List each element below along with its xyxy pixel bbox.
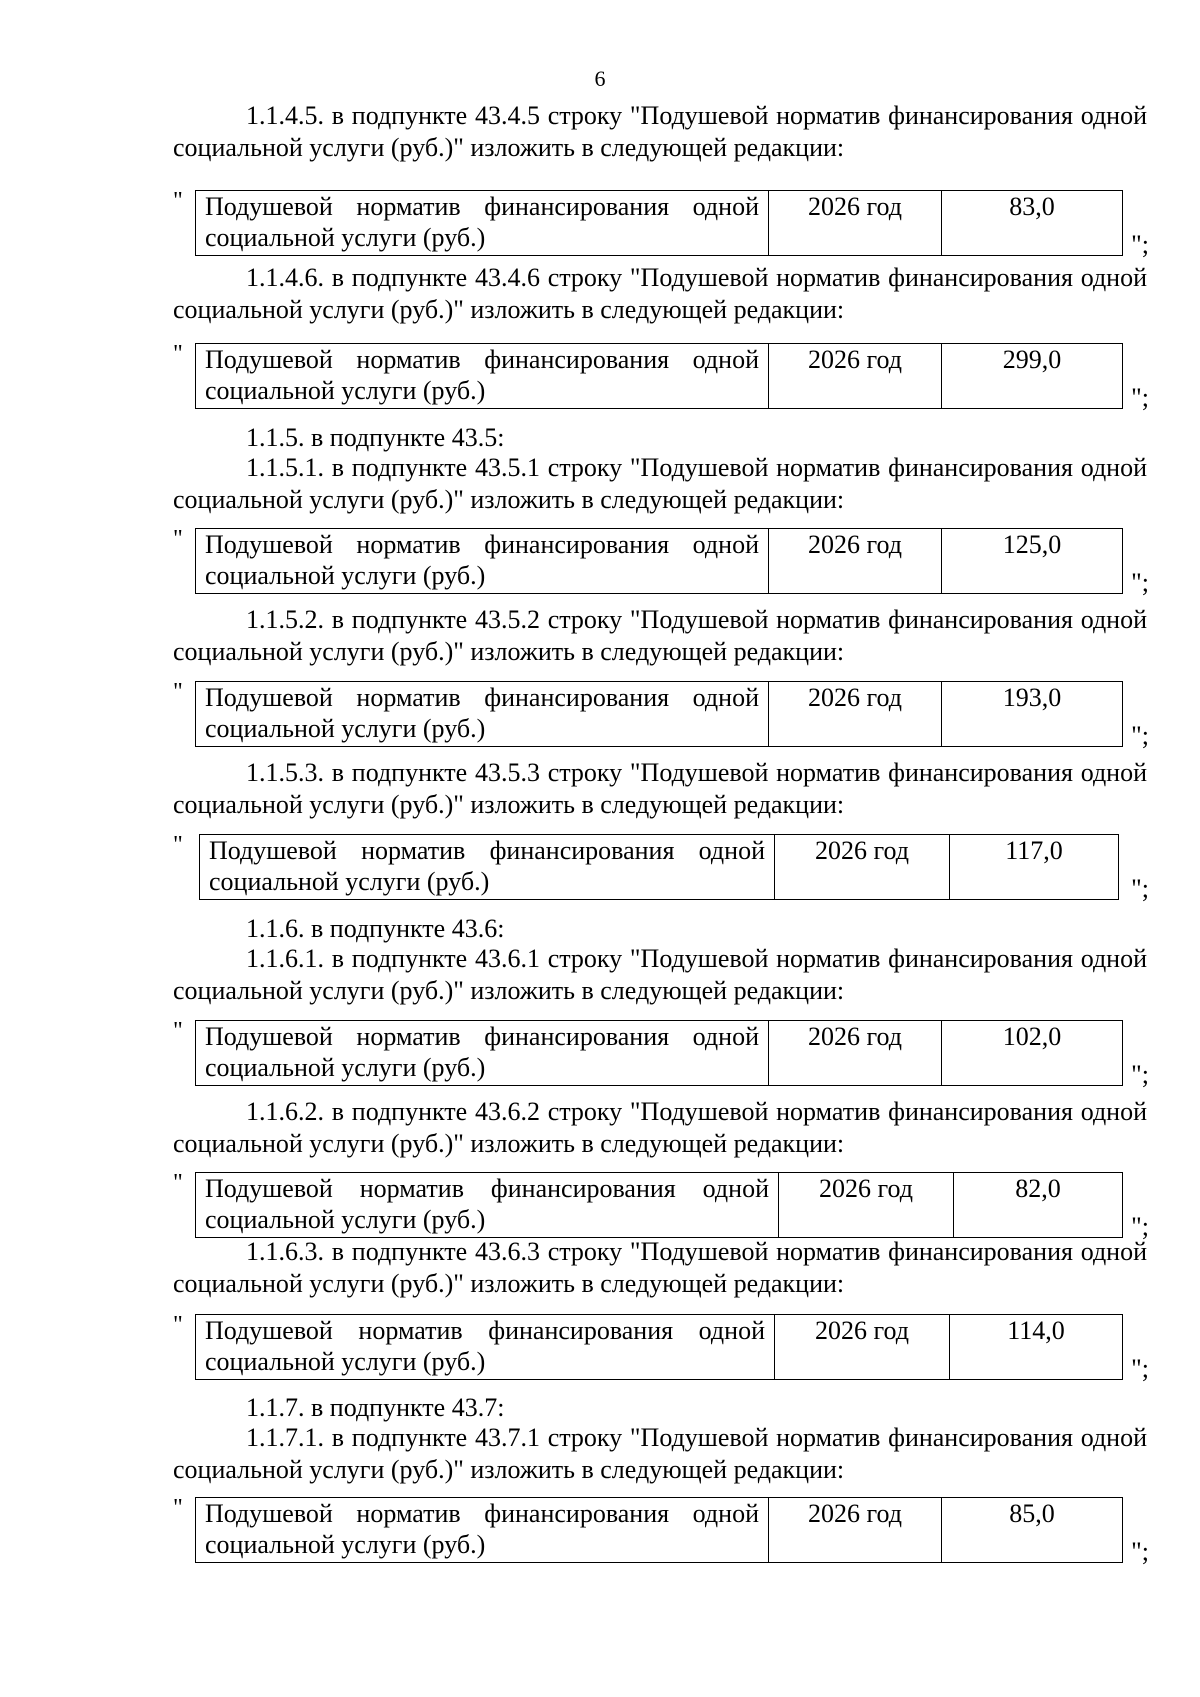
year-cell: 2026 год [769,344,942,409]
replacement-table [195,528,1123,594]
value-cell: 102,0 [942,1021,1123,1086]
replacement-table [195,1172,1123,1238]
paragraph: 1.1.6.1. в подпункте 43.6.1 строку "Подушевой норматив финансирования одной социальной услуги (руб.)" изложить в следующей редакции: [173,944,1147,1005]
opening-quote: " [173,341,183,367]
replacement-row [173,1495,1149,1566]
closing-quote: "; [1131,1354,1149,1383]
value-cell: 117,0 [950,835,1119,900]
year-cell: 2026 год [769,529,942,594]
indicator-cell: Подушевой норматив финансирования одной социальной услуги (руб.) [196,1173,779,1238]
paragraph: 1.1.7.1. в подпункте 43.7.1 строку "Подушевой норматив финансирования одной социальной услуги (руб.)" изложить в следующей редакции: [173,1423,1147,1484]
replacement-table [195,343,1123,409]
opening-quote: " [173,679,183,705]
value-cell: 83,0 [942,191,1123,256]
replacement-table [195,190,1123,256]
paragraph: 1.1.4.5. в подпункте 43.4.5 строку "Подушевой норматив финансирования одной социальной услуги (руб.)" изложить в следующей редакции: [173,101,1147,162]
closing-quote: "; [1131,1060,1149,1089]
closing-quote: "; [1131,1537,1149,1566]
replacement-row [173,526,1149,597]
closing-quote: "; [1131,383,1149,412]
indicator-cell: Подушевой норматив финансирования одной социальной услуги (руб.) [196,191,769,256]
year-cell: 2026 год [775,1315,950,1380]
indicator-cell: Подушевой норматив финансирования одной социальной услуги (руб.) [196,682,769,747]
opening-quote: " [173,526,183,552]
opening-quote: " [173,1018,183,1044]
value-cell: 193,0 [942,682,1123,747]
closing-quote: "; [1131,874,1149,903]
indicator-cell: Подушевой норматив финансирования одной социальной услуги (руб.) [196,1315,775,1380]
paragraph: 1.1.5.3. в подпункте 43.5.3 строку "Подушевой норматив финансирования одной социальной услуги (руб.)" изложить в следующей редакции: [173,758,1147,819]
opening-quote: " [173,1312,183,1338]
paragraph: 1.1.4.6. в подпункте 43.4.6 строку "Подушевой норматив финансирования одной социальной услуги (руб.)" изложить в следующей редакции: [173,263,1147,324]
closing-quote: "; [1131,568,1149,597]
year-cell: 2026 год [769,1021,942,1086]
opening-quote: " [173,188,183,214]
paragraph: 1.1.6. в подпункте 43.6: [246,914,505,943]
value-cell: 114,0 [950,1315,1123,1380]
replacement-row [173,832,1149,903]
paragraph: 1.1.6.3. в подпункте 43.6.3 строку "Подушевой норматив финансирования одной социальной услуги (руб.)" изложить в следующей редакции: [173,1237,1147,1298]
replacement-row [173,1018,1149,1089]
indicator-cell: Подушевой норматив финансирования одной социальной услуги (руб.) [196,1021,769,1086]
paragraph: 1.1.7. в подпункте 43.7: [246,1393,505,1422]
year-cell: 2026 год [775,835,950,900]
indicator-cell: Подушевой норматив финансирования одной социальной услуги (руб.) [200,835,775,900]
closing-quote: "; [1131,1212,1149,1241]
replacement-table [195,1020,1123,1086]
indicator-cell: Подушевой норматив финансирования одной социальной услуги (руб.) [196,529,769,594]
paragraph: 1.1.5.2. в подпункте 43.5.2 строку "Подушевой норматив финансирования одной социальной услуги (руб.)" изложить в следующей редакции: [173,605,1147,666]
replacement-table [195,681,1123,747]
closing-quote: "; [1131,721,1149,750]
year-cell: 2026 год [769,682,942,747]
replacement-row [173,1170,1149,1241]
replacement-table [195,1497,1123,1563]
replacement-row [173,1312,1149,1383]
replacement-row [173,679,1149,750]
year-cell: 2026 год [769,191,942,256]
opening-quote: " [173,1495,183,1521]
opening-quote: " [173,1170,183,1196]
paragraph: 1.1.6.2. в подпункте 43.6.2 строку "Подушевой норматив финансирования одной социальной услуги (руб.)" изложить в следующей редакции: [173,1097,1147,1158]
opening-quote: " [173,832,183,858]
replacement-table [199,834,1119,900]
year-cell: 2026 год [779,1173,954,1238]
indicator-cell: Подушевой норматив финансирования одной социальной услуги (руб.) [196,1498,769,1563]
replacement-row [173,188,1149,259]
paragraph: 1.1.5. в подпункте 43.5: [246,423,505,452]
value-cell: 82,0 [954,1173,1123,1238]
value-cell: 299,0 [942,344,1123,409]
year-cell: 2026 год [769,1498,942,1563]
indicator-cell: Подушевой норматив финансирования одной социальной услуги (руб.) [196,344,769,409]
paragraph: 1.1.5.1. в подпункте 43.5.1 строку "Подушевой норматив финансирования одной социальной услуги (руб.)" изложить в следующей редакции: [173,453,1147,514]
page-number: 6 [594,66,606,91]
value-cell: 125,0 [942,529,1123,594]
replacement-table [195,1314,1123,1380]
value-cell: 85,0 [942,1498,1123,1563]
replacement-row [173,341,1149,412]
closing-quote: "; [1131,230,1149,259]
